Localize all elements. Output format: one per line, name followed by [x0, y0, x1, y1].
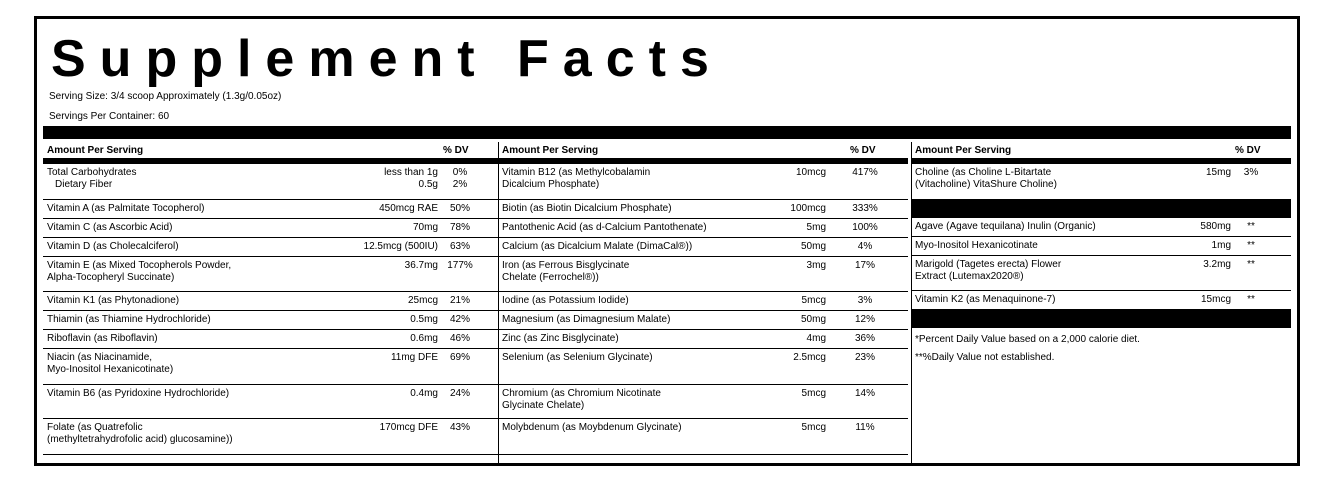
nutrient-name-line: Choline (as Choline L-Bitartate [915, 167, 1052, 178]
nutrient-amount [726, 422, 826, 434]
nutrient-name [502, 203, 672, 215]
amount-value: 3.2mg [1203, 259, 1231, 270]
dv-value: 24% [449, 388, 470, 399]
nutrient-row [498, 311, 908, 330]
nutrient-name [47, 422, 233, 446]
nutrient-row [911, 237, 1291, 256]
nutrient-name-line: Selenium (as Selenium Glycinate) [502, 352, 653, 363]
amount-value: 0.6mg [410, 333, 438, 344]
daily-value-percent [440, 222, 480, 234]
nutrient-amount [298, 260, 438, 272]
daily-value-percent [843, 314, 887, 326]
nutrient-name [502, 388, 661, 412]
dv-value: 46% [449, 333, 470, 344]
amount-value: 25mcg [407, 295, 438, 306]
nutrient-name [502, 333, 619, 345]
daily-value-percent [843, 241, 887, 253]
nutrient-name [502, 167, 650, 191]
nutrient-name-line: Pantothenic Acid (as d-Calcium Pantothenate) [502, 222, 707, 233]
nutrient-name [47, 167, 137, 191]
nutrient-column-3 [911, 142, 1291, 364]
amount-value: 5mcg [801, 422, 826, 433]
nutrient-name-line: Vitamin B6 (as Pyridoxine Hydrochloride) [47, 388, 230, 399]
dv-value: 69% [449, 352, 470, 363]
nutrient-name-line: Extract (Lutemax2020®) [915, 271, 1024, 282]
nutrient-column-1 [43, 142, 498, 455]
amount-value: 36.7mg [404, 260, 438, 271]
serving-size: Serving Size: 3/4 scoop Approximately (1.3g/0.05oz) [49, 91, 282, 102]
nutrient-name [47, 260, 231, 284]
nutrient-row [498, 349, 908, 385]
black-divider-bar [911, 200, 1291, 218]
daily-value-percent [843, 388, 887, 400]
nutrient-name [47, 295, 179, 307]
amount-value: 0.5g [418, 179, 438, 190]
amount-value: 4mg [806, 333, 826, 344]
nutrient-name-line: Vitamin B12 (as Methylcobalamin [502, 167, 651, 178]
nutrient-name [502, 295, 629, 307]
nutrient-amount [298, 295, 438, 307]
nutrient-name [915, 240, 1038, 252]
nutrient-name-line: Agave (Agave tequilana) Inulin (Organic) [915, 221, 1096, 232]
amount-value: 50mg [800, 314, 826, 325]
dv-value: ** [1247, 221, 1255, 232]
dv-value: ** [1247, 240, 1255, 251]
daily-value-percent [440, 241, 480, 253]
nutrient-amount [298, 333, 438, 345]
amount-value: 5mcg [801, 295, 826, 306]
black-divider-bar [911, 310, 1291, 328]
daily-value-percent [440, 203, 480, 215]
daily-value-percent [440, 388, 480, 400]
nutrient-amount [726, 388, 826, 400]
thick-divider-bar [43, 126, 1291, 139]
nutrient-name [47, 352, 173, 376]
amount-value: 1mg [1211, 240, 1231, 251]
dv-value: 4% [857, 241, 873, 252]
nutrient-name-line: Glycinate Chelate) [502, 400, 585, 411]
nutrient-amount [726, 352, 826, 364]
nutrient-row [498, 219, 908, 238]
nutrient-rows [43, 164, 498, 455]
nutrient-row [43, 419, 498, 455]
dv-value: 2% [452, 179, 468, 190]
dv-value: 78% [449, 222, 470, 233]
dv-value: 63% [449, 241, 470, 252]
column-header [911, 142, 1291, 164]
daily-value-percent [1233, 240, 1269, 252]
amount-value: 3mg [806, 260, 826, 271]
daily-value-percent [440, 260, 480, 272]
nutrient-row [911, 291, 1291, 310]
nutrient-name-line: Riboflavin (as Riboflavin) [47, 333, 158, 344]
nutrient-row [43, 311, 498, 330]
nutrient-name-line: Total Carbohydrates [47, 167, 137, 178]
daily-value-percent [440, 295, 480, 307]
dv-value: 14% [854, 388, 875, 399]
dv-header: % DV [850, 145, 876, 156]
supplement-facts-panel [34, 16, 1300, 466]
nutrient-name-line: Folate (as Quatrefolic [47, 422, 143, 433]
dv-value: ** [1247, 294, 1255, 305]
nutrient-amount [726, 222, 826, 234]
amount-value: 100mcg [790, 203, 826, 214]
nutrient-name [915, 294, 1055, 306]
nutrient-row [43, 349, 498, 385]
dv-header: % DV [1235, 145, 1261, 156]
nutrient-amount [726, 333, 826, 345]
footnote-not-established: **%Daily Value not established. [915, 352, 1055, 363]
dv-value: ** [1247, 259, 1255, 270]
nutrient-name-line: Vitamin C (as Ascorbic Acid) [47, 222, 173, 233]
nutrient-name [915, 167, 1057, 191]
nutrient-name [915, 221, 1096, 233]
nutrient-row [498, 292, 908, 311]
dv-value: 36% [854, 333, 875, 344]
nutrient-name-line: Alpha-Tocopheryl Succinate) [47, 272, 175, 283]
daily-value-percent [843, 333, 887, 345]
dv-value: 21% [449, 295, 470, 306]
nutrient-amount [298, 222, 438, 234]
daily-value-percent [843, 260, 887, 272]
daily-value-percent [843, 203, 887, 215]
dv-header: % DV [443, 145, 469, 156]
daily-value-percent [843, 422, 887, 434]
nutrient-row [498, 257, 908, 292]
nutrient-amount [726, 167, 826, 179]
daily-value-percent [440, 314, 480, 326]
nutrient-name-line: Vitamin D (as Cholecalciferol) [47, 241, 179, 252]
amount-per-serving-header: Amount Per Serving [47, 145, 144, 156]
nutrient-rows [498, 164, 908, 455]
daily-value-percent [843, 167, 887, 179]
dv-value: 3% [1243, 167, 1259, 178]
amount-value: 70mg [412, 222, 438, 233]
nutrient-name-line: Biotin (as Biotin Dicalcium Phosphate) [502, 203, 672, 214]
nutrient-name [502, 352, 653, 364]
amount-value: 0.5mg [410, 314, 438, 325]
nutrient-name [502, 222, 707, 234]
dv-value: 43% [449, 422, 470, 433]
dv-value: 0% [452, 167, 468, 178]
nutrient-name-line: Myo-Inositol Hexanicotinate) [47, 364, 174, 375]
nutrient-name-line: Vitamin K1 (as Phytonadione) [47, 295, 180, 306]
amount-value: 170mcg DFE [379, 422, 438, 433]
amount-value: 15mcg [1200, 294, 1231, 305]
nutrient-amount [1141, 294, 1231, 306]
nutrient-name [502, 314, 670, 326]
nutrient-amount [1141, 167, 1231, 179]
nutrient-name [47, 203, 205, 215]
nutrient-name [502, 422, 682, 434]
nutrient-row [43, 164, 498, 200]
nutrient-rows [911, 164, 1291, 200]
nutrient-row [43, 238, 498, 257]
amount-value: 50mg [800, 241, 826, 252]
daily-value-percent [1233, 221, 1269, 233]
nutrient-amount [298, 167, 438, 191]
dv-value: 12% [854, 314, 875, 325]
amount-value: 580mg [1200, 221, 1231, 232]
nutrient-amount [726, 314, 826, 326]
nutrient-amount [298, 314, 438, 326]
nutrient-name-line: Zinc (as Zinc Bisglycinate) [502, 333, 619, 344]
nutrient-name [47, 333, 158, 345]
amount-value: 15mg [1205, 167, 1231, 178]
daily-value-percent [843, 295, 887, 307]
nutrient-name [47, 388, 229, 400]
nutrient-row [911, 256, 1291, 291]
servings-per-container: Servings Per Container: 60 [49, 111, 170, 122]
daily-value-percent [440, 333, 480, 345]
column-header [43, 142, 498, 164]
nutrient-row [43, 385, 498, 419]
nutrient-amount [726, 203, 826, 215]
daily-value-percent [1233, 294, 1269, 306]
daily-value-percent [1233, 167, 1269, 179]
daily-value-percent [1233, 259, 1269, 271]
nutrient-name-line: Calcium (as Dicalcium Malate (DimaCal®)) [502, 241, 693, 252]
nutrient-column-2 [498, 142, 908, 455]
nutrient-name-line: Vitamin A (as Palmitate Tocopherol) [47, 203, 205, 214]
nutrient-name-line: Thiamin (as Thiamine Hydrochloride) [47, 314, 211, 325]
nutrient-amount [298, 241, 438, 253]
nutrient-name-line: Chromium (as Chromium Nicotinate [502, 388, 661, 399]
nutrient-amount [726, 260, 826, 272]
nutrient-row [43, 257, 498, 292]
nutrient-name [502, 260, 629, 284]
nutrient-amount [1141, 240, 1231, 252]
daily-value-percent [843, 352, 887, 364]
nutrient-name-line: Dietary Fiber [55, 179, 113, 190]
amount-value: 2.5mcg [793, 352, 826, 363]
nutrient-name-line: Chelate (Ferrochel®)) [502, 272, 599, 283]
nutrient-rows [911, 218, 1291, 310]
nutrient-row [498, 419, 908, 455]
amount-value: 10mcg [795, 167, 826, 178]
amount-value: 12.5mcg (500IU) [363, 241, 438, 252]
dv-value: 177% [447, 260, 473, 271]
nutrient-name-line: (methyltetrahydrofolic acid) glucosamine)) [47, 434, 233, 445]
nutrient-name-line: Niacin (as Niacinamide, [47, 352, 153, 363]
dv-value: 23% [854, 352, 875, 363]
footnote-daily-value: *Percent Daily Value based on a 2,000 calorie diet. [915, 334, 1140, 345]
amount-per-serving-header: Amount Per Serving [502, 145, 599, 156]
amount-value: 0.4mg [410, 388, 438, 399]
nutrient-name [47, 241, 179, 253]
dv-value: 417% [852, 167, 878, 178]
daily-value-percent [440, 422, 480, 434]
dv-value: 3% [857, 295, 873, 306]
nutrient-name-line: Dicalcium Phosphate) [502, 179, 600, 190]
nutrient-name-line: Marigold (Tagetes erecta) Flower [915, 259, 1062, 270]
nutrient-row [911, 218, 1291, 237]
amount-value: 5mg [806, 222, 826, 233]
amount-value: 450mcg RAE [379, 203, 438, 214]
nutrient-row [911, 164, 1291, 200]
nutrient-row [498, 200, 908, 219]
column-header [498, 142, 908, 164]
daily-value-percent [440, 352, 480, 364]
nutrient-amount [1141, 221, 1231, 233]
nutrient-amount [1141, 259, 1231, 271]
nutrient-name-line: Magnesium (as Dimagnesium Malate) [502, 314, 671, 325]
dv-value: 11% [855, 422, 875, 433]
nutrient-name [915, 259, 1061, 283]
dv-value: 50% [449, 203, 470, 214]
nutrient-row [43, 200, 498, 219]
nutrient-row [43, 330, 498, 349]
dv-value: 333% [852, 203, 878, 214]
nutrient-amount [298, 352, 438, 364]
daily-value-percent [843, 222, 887, 234]
daily-value-percent [440, 167, 480, 191]
nutrient-name-line: Vitamin K2 (as Menaquinone-7) [915, 294, 1056, 305]
nutrient-amount [726, 295, 826, 307]
nutrient-name [47, 314, 211, 326]
amount-value: 5mcg [801, 388, 826, 399]
nutrient-amount [298, 388, 438, 400]
dv-value: 100% [852, 222, 878, 233]
nutrient-name-line: Vitamin E (as Mixed Tocopherols Powder, [47, 260, 232, 271]
nutrient-amount [298, 203, 438, 215]
nutrient-name [47, 222, 172, 234]
nutrient-row [498, 164, 908, 200]
nutrient-amount [298, 422, 438, 434]
amount-value: 11mg DFE [390, 352, 438, 363]
nutrient-row [498, 330, 908, 349]
nutrient-row [43, 292, 498, 311]
amount-value: less than 1g [384, 167, 438, 178]
nutrient-name [502, 241, 692, 253]
amount-per-serving-header: Amount Per Serving [915, 145, 1012, 156]
dv-value: 17% [854, 260, 875, 271]
nutrient-name-line: Iron (as Ferrous Bisglycinate [502, 260, 630, 271]
nutrient-amount [726, 241, 826, 253]
nutrient-name-line: Myo-Inositol Hexanicotinate [915, 240, 1038, 251]
panel-title: Supplement Facts [51, 30, 723, 88]
dv-value: 42% [449, 314, 470, 325]
nutrient-row [43, 219, 498, 238]
nutrient-row [498, 238, 908, 257]
nutrient-name-line: (Vitacholine) VitaShure Choline) [915, 179, 1057, 190]
nutrient-row [498, 385, 908, 419]
nutrient-name-line: Iodine (as Potassium Iodide) [502, 295, 629, 306]
nutrient-name-line: Molybdenum (as Moybdenum Glycinate) [502, 422, 682, 433]
